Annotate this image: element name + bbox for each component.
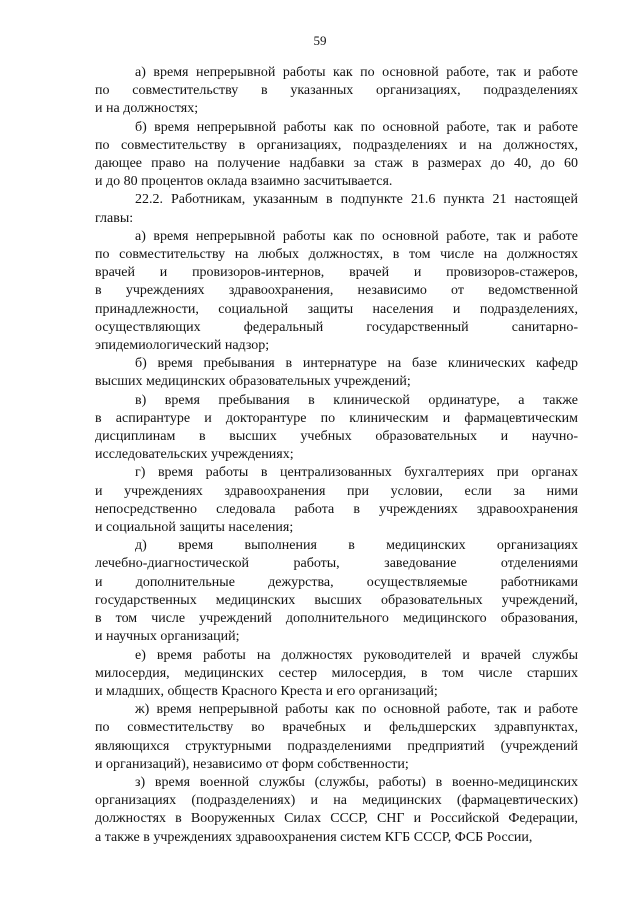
paragraph <box>95 392 578 465</box>
paragraph-line: 22.2. Работникам, указанным в подпункте 21.6 пункта 21 настоящей <box>135 192 578 208</box>
paragraph-line: должностях в Вооруженных Силах СССР, СНГ и Российской Федерации, <box>95 811 578 827</box>
paragraph <box>95 464 578 537</box>
paragraph <box>95 191 578 227</box>
paragraph-line: по совместительству на любых должностях, в том числе на должностях <box>95 247 578 263</box>
paragraph-line: е) время работы на должностях руководителей и врачей службы <box>135 647 578 663</box>
paragraph-line: в учреждениях здравоохранения, независимо от ведомственной <box>95 283 578 299</box>
paragraph-line: милосердия, медицинских сестер милосердия, в том числе старших <box>95 665 578 681</box>
paragraph-line: лечебно-диагностической работы, заведование отделениями <box>95 556 578 572</box>
paragraph-line: б) время пребывания в интернатуре на базе клинических кафедр <box>135 356 578 372</box>
paragraph-line: в аспирантуре и докторантуре по клиническим и фармацевтическим <box>95 410 578 426</box>
paragraph <box>95 774 578 847</box>
paragraph-line: исследовательских учреждениях; <box>95 447 294 463</box>
paragraph-line: врачей и провизоров-интернов, врачей и провизоров-стажеров, <box>95 265 578 281</box>
paragraph-line: а) время непрерывной работы как по основной работе, так и работе <box>135 228 578 244</box>
paragraph <box>95 119 578 192</box>
paragraph-line: по совместительству во врачебных и фельдшерских здравпунктах, <box>95 720 578 736</box>
paragraph-line: з) время военной службы (службы, работы) в военно-медицинских <box>135 774 578 790</box>
paragraph-line: и до 80 процентов оклада взаимно засчитывается. <box>95 174 393 190</box>
paragraph-line: осуществляющих федеральный государственный санитарно- <box>95 319 578 335</box>
paragraph-line: и младших, обществ Красного Креста и его организаций; <box>95 683 438 699</box>
paragraph-line: а также в учреждениях здравоохранения систем КГБ СССР, ФСБ России, <box>95 829 533 845</box>
paragraph-line: принадлежности, социальной защиты населения и подразделениях, <box>95 301 578 317</box>
paragraph-line: и дополнительные дежурства, осуществляемые работниками <box>95 574 578 590</box>
paragraph-line: высших медицинских образовательных учреждений; <box>95 374 411 390</box>
paragraph-line: главы: <box>95 210 134 226</box>
paragraph-line: в) время пребывания в клинической ординатуре, а также <box>135 392 578 408</box>
paragraph-line: государственных медицинских высших образовательных учреждений, <box>95 592 578 608</box>
paragraph-line: г) время работы в централизованных бухгалтериях при органах <box>135 465 578 481</box>
paragraph-line: по совместительству в указанных организациях, подразделениях <box>95 83 578 99</box>
document-body <box>95 64 578 847</box>
page-number: 59 <box>313 33 327 48</box>
paragraph-line: организациях (подразделениях) и на медицинских (фармацевтических) <box>95 793 578 809</box>
paragraph-line: по совместительству в организациях, подразделениях и на должностях, <box>95 137 578 153</box>
paragraph-line: в том числе учреждений дополнительного медицинского образования, <box>95 611 578 627</box>
paragraph-line: и учреждениях здравоохранения при условии, если за ними <box>95 483 578 499</box>
paragraph-line: б) время непрерывной работы как по основной работе, так и работе <box>135 119 578 135</box>
paragraph <box>95 64 578 119</box>
paragraph-line: являющихся структурными подразделениями предприятий (учреждений <box>95 738 578 754</box>
paragraph-line: непосредственно следовала работа в учреждениях здравоохранения <box>95 501 578 517</box>
paragraph-line: ж) время непрерывной работы как по основной работе, так и работе <box>135 702 578 718</box>
paragraph <box>95 228 578 355</box>
paragraph <box>95 355 578 391</box>
paragraph-line: и организаций), независимо от форм собственности; <box>95 756 409 772</box>
paragraph <box>95 647 578 702</box>
paragraph-line: д) время выполнения в медицинских организациях <box>135 538 578 554</box>
paragraph <box>95 537 578 646</box>
paragraph-line: и научных организаций; <box>95 629 240 645</box>
paragraph-line: дающее право на получение надбавки за стаж в размерах до 40, до 60 <box>95 156 578 172</box>
paragraph-line: эпидемиологический надзор; <box>95 338 270 354</box>
paragraph-line: и социальной защиты населения; <box>95 520 294 536</box>
paragraph-line: и на должностях; <box>95 101 199 117</box>
paragraph-line: дисциплинам в высших учебных образовательных и научно- <box>95 429 578 445</box>
paragraph <box>95 701 578 774</box>
paragraph-line: а) время непрерывной работы как по основной работе, так и работе <box>135 65 578 80</box>
